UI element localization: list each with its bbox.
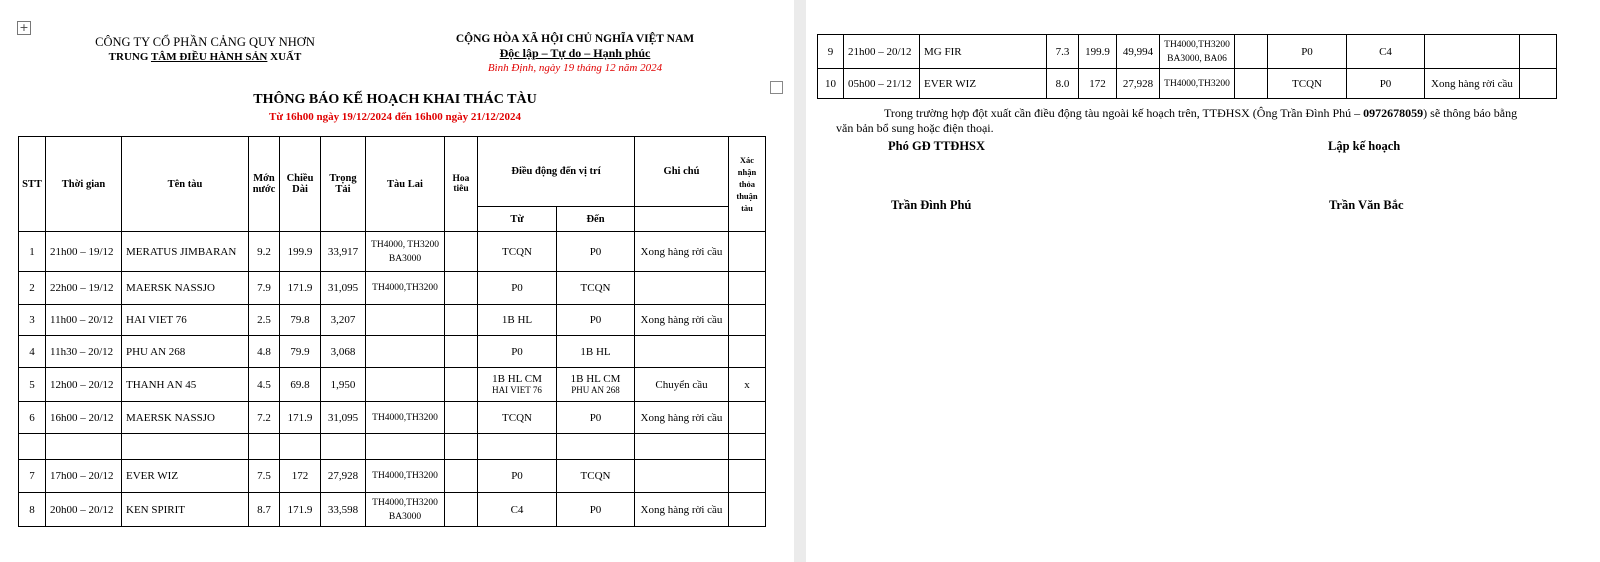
cell-from: TCQN [478,232,557,272]
table-row [19,336,766,368]
cell-to: TCQN [557,460,635,493]
cell-time: 21h00 – 19/12 [46,232,122,272]
header-tug: Tàu Lai [366,137,445,232]
table-row [818,35,1557,69]
header-pilot: Hoa tiêu [445,137,478,232]
cell-tug: TH4000,TH3200 [366,272,445,305]
cell-draft: 7.9 [249,272,280,305]
cell-confirm: x [729,368,766,402]
cell-draft: 7.3 [1047,35,1079,69]
cell-ship: PHU AN 268 [122,336,249,368]
cell-from: 1B HL [478,305,557,336]
cell-tug [366,305,445,336]
cell-time: 12h00 – 20/12 [46,368,122,402]
table-row [19,460,766,493]
cell-stt: 3 [19,305,46,336]
cell-tonnage: 49,994 [1117,35,1160,69]
company-header [60,35,350,63]
cell-ship: THANH AN 45 [122,368,249,402]
footnote: Trong trường hợp đột xuất cần điều động tàu ngoài kế hoạch trên, TTĐHSX (Ông Trần Đình Phú – 0972678059) sẽ thông báo bằng văn bản bổ sung hoặc điện thoại. [836,106,1518,135]
header-draft: Mớn nước [249,137,280,232]
cell-draft: 9.2 [249,232,280,272]
cell-note: Xong hàng rời cầu [635,232,729,272]
cell-note [1425,35,1520,69]
cell-ship: HAI VIET 76 [122,305,249,336]
cell-ship: MAERSK NASSJO [122,402,249,434]
cell-stt: 1 [19,232,46,272]
nation-name: CỘNG HÒA XÃ HỘI CHỦ NGHĨA VIỆT NAM [455,33,695,45]
cell-from: TCQN [1268,69,1347,99]
empty-cell [19,434,46,460]
cell-draft: 4.5 [249,368,280,402]
document-page-1 [0,0,794,562]
cell-pilot [445,305,478,336]
nation-motto: Độc lập – Tự do – Hạnh phúc [499,46,651,60]
cell-length: 171.9 [280,493,321,527]
cell-pilot [445,493,478,527]
cell-confirm [729,305,766,336]
cell-tonnage: 3,207 [321,305,366,336]
document-title: THÔNG BÁO KẾ HOẠCH KHAI THÁC TÀU [253,92,537,107]
empty-cell [445,434,478,460]
empty-cell [122,434,249,460]
cell-to: C4 [1347,35,1425,69]
cell-to: 1B HL [557,336,635,368]
cell-tug: TH4000,TH3200 [366,460,445,493]
cell-to: P0 [557,402,635,434]
cell-note: Chuyển cầu [635,368,729,402]
header-move: Điều động đến vị trí [478,137,635,207]
cell-pilot [445,368,478,402]
cell-stt: 7 [19,460,46,493]
empty-cell [478,434,557,460]
cell-time: 17h00 – 20/12 [46,460,122,493]
cell-to: TCQN [557,272,635,305]
cell-ship: KEN SPIRIT [122,493,249,527]
cell-draft: 8.7 [249,493,280,527]
cell-pilot [445,460,478,493]
cell-confirm [1520,35,1557,69]
table-row [19,232,766,272]
signature-right-name: Trần Văn Bắc [1329,198,1404,212]
cell-tug: TH4000,TH3200 [366,402,445,434]
checkbox-icon[interactable] [770,81,783,94]
cell-length: 171.9 [280,402,321,434]
cell-confirm [729,493,766,527]
cell-tug [366,336,445,368]
cell-draft: 2.5 [249,305,280,336]
signature-right-title: Lập kế hoạch [1328,139,1401,153]
cell-time: 16h00 – 20/12 [46,402,122,434]
header-from: Từ [478,207,557,232]
cell-from: TCQN [478,402,557,434]
cell-stt: 2 [19,272,46,305]
cell-pilot [445,232,478,272]
header-tonnage: Trọng Tải [321,137,366,232]
cell-length: 79.9 [280,336,321,368]
document-page-2 [806,0,1600,562]
cell-confirm [729,232,766,272]
cell-from: 1B HL CM HAI VIET 76 [478,368,557,402]
cell-note: Xong hàng rời cầu [635,402,729,434]
cell-length: 199.9 [280,232,321,272]
table-row [19,434,766,460]
cell-note: Xong hàng rời cầu [1425,69,1520,99]
cell-tonnage: 27,928 [1117,69,1160,99]
cell-stt: 6 [19,402,46,434]
cell-pilot [445,272,478,305]
empty-cell [321,434,366,460]
header-stt: STT [19,137,46,232]
cell-tug [366,368,445,402]
cell-to: P0 [557,493,635,527]
cell-confirm [729,460,766,493]
ship-plan-table [18,136,766,527]
cell-draft: 7.2 [249,402,280,434]
empty-cell [557,434,635,460]
table-row [19,305,766,336]
cell-tonnage: 31,095 [321,272,366,305]
cell-ship: MERATUS JIMBARAN [122,232,249,272]
cell-time: 20h00 – 20/12 [46,493,122,527]
cell-stt: 5 [19,368,46,402]
cell-confirm [729,402,766,434]
empty-cell [635,434,729,460]
signature-left-title: Phó GĐ TTĐHSX [888,139,986,153]
cell-length: 172 [280,460,321,493]
cell-stt: 10 [818,69,844,99]
cell-tonnage: 3,068 [321,336,366,368]
cell-tonnage: 1,950 [321,368,366,402]
cell-to: 1B HL CM PHU AN 268 [557,368,635,402]
cell-ship: EVER WIZ [122,460,249,493]
cell-draft: 8.0 [1047,69,1079,99]
cell-tonnage: 31,095 [321,402,366,434]
cell-tonnage: 33,917 [321,232,366,272]
company-name: CÔNG TY CỔ PHẦN CẢNG QUY NHƠN [95,35,315,49]
cell-length: 199.9 [1079,35,1117,69]
cell-pilot [1235,69,1268,99]
cell-draft: 4.8 [249,336,280,368]
cell-confirm [1520,69,1557,99]
cell-pilot [445,402,478,434]
cell-ship: MG FIR [920,35,1047,69]
table-move-handle-icon[interactable]: + [17,21,31,35]
cell-note: Xong hàng rời cầu [635,305,729,336]
cell-draft: 7.5 [249,460,280,493]
cell-confirm [729,272,766,305]
cell-ship: MAERSK NASSJO [122,272,249,305]
header-confirm: Xác nhận thỏa thuận tàu [729,137,766,232]
cell-note [635,460,729,493]
cell-note [635,336,729,368]
company-department: TRUNG TÂM ĐIỀU HÀNH SẢN XUẤT [108,51,302,63]
cell-ship: EVER WIZ [920,69,1047,99]
cell-confirm [729,336,766,368]
cell-tonnage: 33,598 [321,493,366,527]
cell-time: 11h00 – 20/12 [46,305,122,336]
document-date: Bình Định, ngày 19 tháng 12 năm 2024 [487,62,663,74]
cell-pilot [445,336,478,368]
header-note: Ghi chú [635,137,729,207]
cell-stt: 8 [19,493,46,527]
cell-tonnage: 27,928 [321,460,366,493]
header-ship: Tên tàu [122,137,249,232]
cell-from: C4 [478,493,557,527]
cell-time: 21h00 – 20/12 [844,35,920,69]
table-row [19,368,766,402]
cell-from: P0 [478,460,557,493]
header-note-sub [635,207,729,232]
empty-cell [249,434,280,460]
cell-note [635,272,729,305]
cell-pilot [1235,35,1268,69]
cell-tug: TH4000,TH3200 [1160,69,1235,99]
cell-note: Xong hàng rời cầu [635,493,729,527]
cell-stt: 9 [818,35,844,69]
cell-to: P0 [557,232,635,272]
header-time: Thời gian [46,137,122,232]
header-to: Đến [557,207,635,232]
cell-stt: 4 [19,336,46,368]
cell-time: 05h00 – 21/12 [844,69,920,99]
cell-length: 69.8 [280,368,321,402]
cell-from: P0 [478,336,557,368]
cell-to: P0 [1347,69,1425,99]
empty-cell [280,434,321,460]
empty-cell [729,434,766,460]
table-row [19,493,766,527]
document-subtitle: Từ 16h00 ngày 19/12/2024 đến 16h00 ngày 21/12/2024 [268,111,521,123]
empty-cell [366,434,445,460]
cell-time: 22h00 – 19/12 [46,272,122,305]
cell-from: P0 [478,272,557,305]
table-row [19,402,766,434]
table-row [818,69,1557,99]
cell-time: 11h30 – 20/12 [46,336,122,368]
cell-tug: TH4000,TH3200 BA3000 [366,493,445,527]
header-length: Chiều Dài [280,137,321,232]
empty-cell [46,434,122,460]
table-row [19,272,766,305]
ship-plan-table-continued [817,34,1557,99]
cell-length: 172 [1079,69,1117,99]
cell-length: 79.8 [280,305,321,336]
national-header [440,33,710,74]
cell-length: 171.9 [280,272,321,305]
cell-from: P0 [1268,35,1347,69]
cell-to: P0 [557,305,635,336]
cell-tug: TH4000, TH3200 BA3000 [366,232,445,272]
cell-tug: TH4000,TH3200 BA3000, BA06 [1160,35,1235,69]
signature-left-name: Trần Đình Phú [891,198,972,212]
